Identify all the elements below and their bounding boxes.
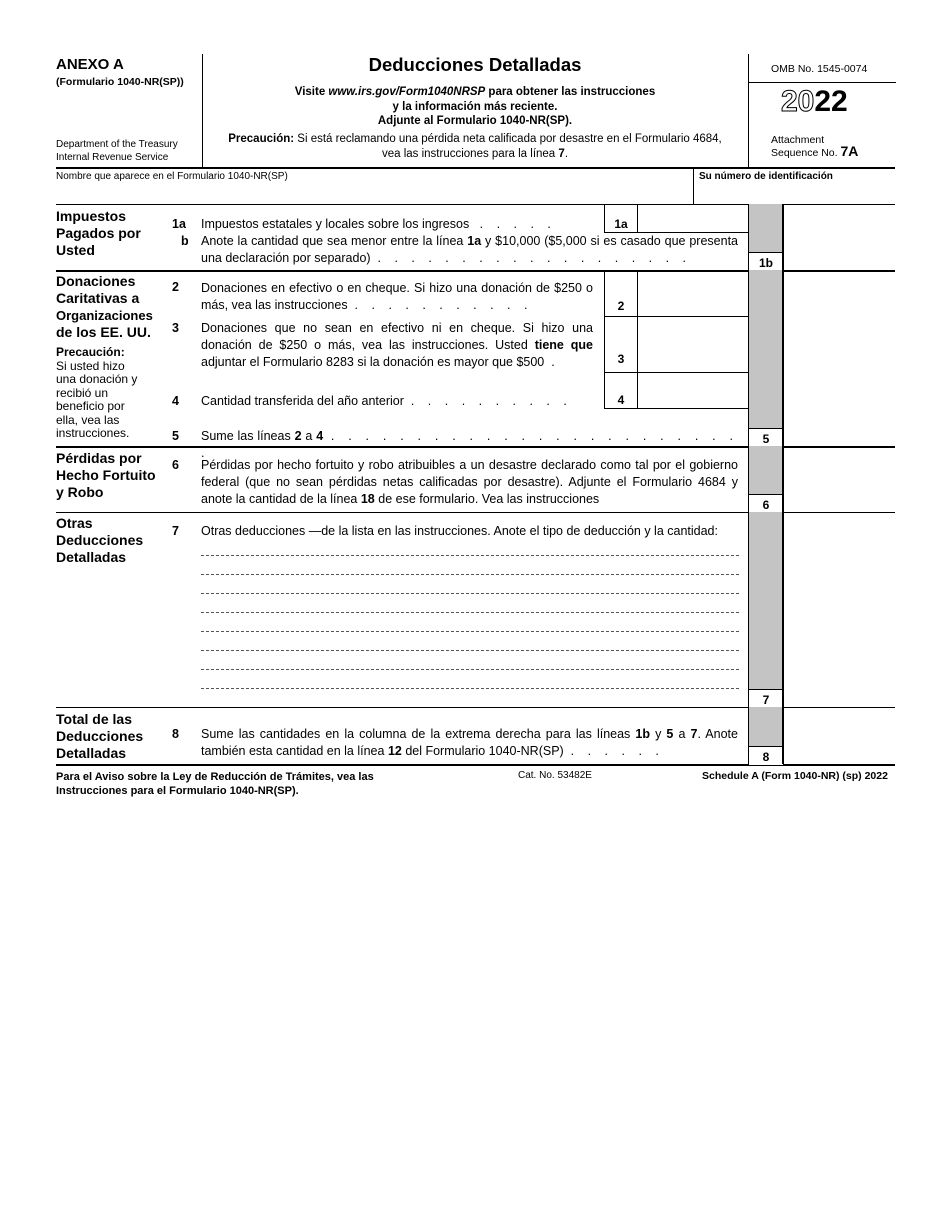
line-8-desc-a: Sume las cantidades en la columna de la extrema derecha para las líneas bbox=[201, 727, 636, 741]
attachment-label: Attachment bbox=[771, 134, 825, 146]
line-7-entry-5[interactable] bbox=[201, 631, 739, 632]
line-4-number: 4 bbox=[172, 394, 179, 408]
line-8-number: 8 bbox=[172, 727, 179, 741]
line-5-number: 5 bbox=[172, 429, 179, 443]
charity-label-3: Organizaciones bbox=[56, 308, 153, 323]
irs-url-link[interactable]: www.irs.gov/Form1040NRSP bbox=[328, 86, 486, 98]
charity-label-4: de los EE. UU. bbox=[56, 324, 151, 340]
line-7-text: Otras deducciones —de la lista en las instrucciones. Anote el tipo de deducción y la cantidad: bbox=[201, 524, 718, 538]
line-5-amount[interactable] bbox=[783, 270, 895, 446]
line-1a-desc: Impuestos estatales y locales sobre los ingresos bbox=[201, 217, 470, 231]
id-label: Su número de identificación bbox=[699, 171, 833, 182]
line-2-box: 2 bbox=[604, 270, 637, 316]
line-3-desc-b: adjuntar el Formulario 8283 si la donación es mayor que $500 bbox=[201, 355, 545, 369]
line-4-dots: . . . . . . . . . . bbox=[410, 394, 572, 408]
footer-left-1: Para el Aviso sobre la Ley de Reducción de Trámites, vea las bbox=[56, 771, 374, 783]
header-right bbox=[748, 54, 896, 167]
charity-label-2: Caritativas a bbox=[56, 290, 140, 306]
name-row bbox=[56, 167, 895, 205]
line-1b-desc-a: Anote la cantidad que sea menor entre la línea bbox=[201, 234, 468, 248]
casualty-label-3: y Robo bbox=[56, 484, 104, 500]
charity-label bbox=[56, 273, 153, 341]
id-number-field[interactable] bbox=[693, 167, 896, 204]
line-1b-ref: 1a bbox=[467, 234, 482, 248]
line-2-desc: Donaciones en efectivo o en cheque. Si hizo una donación de $250 o más, vea las instrucciones bbox=[201, 281, 593, 312]
line-8-ref-12: 12 bbox=[387, 744, 402, 758]
other-label-1: Otras bbox=[56, 515, 93, 531]
line-3-amount[interactable] bbox=[637, 316, 749, 373]
charity-note-6: instrucciones. bbox=[56, 426, 130, 440]
form-header bbox=[56, 54, 895, 169]
visit-line-2: y la información más reciente. bbox=[392, 100, 558, 113]
line-1a-dots: . . . . . bbox=[479, 217, 556, 231]
line-4-box-bottom bbox=[604, 408, 637, 409]
line-1b-desc-b: y $10,000 ($5,000 si es casado que presenta una declaración por separado) bbox=[201, 234, 738, 265]
form-title: Deducciones Detalladas bbox=[368, 54, 582, 75]
name-label: Nombre que aparece en el Formulario 1040-NR(SP) bbox=[56, 171, 288, 182]
line-8-ref-5: 5 bbox=[666, 727, 674, 741]
sequence-number: 7A bbox=[840, 143, 859, 159]
charity-caution bbox=[56, 346, 137, 441]
other-label-3: Detalladas bbox=[56, 549, 127, 565]
visit-suffix: para obtener las instrucciones bbox=[485, 86, 656, 98]
line-8-box: 8 bbox=[748, 746, 784, 765]
line-2-dots: . . . . . . . . . . . bbox=[354, 298, 533, 312]
line-1a-amount[interactable] bbox=[637, 204, 749, 233]
taxes-label-3: Usted bbox=[56, 242, 95, 258]
line-4-text bbox=[201, 393, 593, 410]
casualty-label bbox=[56, 450, 156, 501]
line-3-text bbox=[201, 320, 593, 371]
attachment-sequence bbox=[771, 135, 858, 159]
line-1b-text bbox=[201, 233, 738, 267]
line-3-bold: tiene que bbox=[534, 338, 593, 352]
line-6-text bbox=[201, 457, 738, 508]
total-label-1: Total de las bbox=[56, 711, 132, 727]
line-4-amount[interactable] bbox=[637, 372, 749, 409]
line-6-desc-b: de ese formulario. Vea las instrucciones bbox=[374, 492, 600, 506]
header-left bbox=[56, 54, 203, 167]
total-label-2: Deducciones bbox=[56, 728, 144, 744]
caution-line2-prefix: vea las instrucciones para la línea bbox=[381, 148, 559, 160]
footer-left-2: Instrucciones para el Formulario 1040-NR(SP). bbox=[56, 785, 299, 797]
other-label bbox=[56, 515, 143, 566]
visit-instructions bbox=[202, 85, 748, 129]
section-casualty bbox=[56, 446, 895, 513]
line-7-entry-7[interactable] bbox=[201, 669, 739, 670]
line-1a-box: 1a bbox=[604, 204, 637, 232]
form-name: ANEXO A bbox=[56, 56, 124, 73]
line-8-text bbox=[201, 726, 738, 760]
line-3-dots: . bbox=[551, 355, 560, 369]
dept-line-2: Internal Revenue Service bbox=[56, 152, 169, 163]
department bbox=[56, 138, 178, 164]
line-3-number: 3 bbox=[172, 321, 179, 335]
dept-line-1: Department of the Treasury bbox=[56, 139, 178, 150]
line-8-dots: . . . . . . bbox=[570, 744, 664, 758]
line-1b-number: b bbox=[181, 234, 189, 248]
line-1b-box: 1b bbox=[748, 252, 784, 271]
line-4-desc: Cantidad transferida del año anterior bbox=[201, 394, 404, 408]
sequence-label: Sequence No. bbox=[771, 147, 841, 159]
line-8-desc-b: y bbox=[649, 727, 667, 741]
line-6-desc-a: Pérdidas por hecho fortuito y robo atribuibles a un desastre declarado como tal por el gobierno federal (que no sean pérdidas netas calificadas por desastre). Adjunte el Formulario 4684 y anote la cantidad de la línea bbox=[201, 458, 738, 506]
charity-label-1: Donaciones bbox=[56, 273, 136, 289]
charity-note-3: recibió un bbox=[56, 385, 109, 400]
line-8-amount[interactable] bbox=[783, 707, 895, 764]
total-label bbox=[56, 711, 143, 762]
line-5-dots: . . . . . . . . . . . . . . . . . . . . . . . . . bbox=[201, 429, 738, 460]
line-3-box: 3 bbox=[604, 316, 637, 372]
footer-cat-no: Cat. No. 53482E bbox=[518, 770, 592, 781]
visit-line-3: Adjunte al Formulario 1040-NR(SP). bbox=[377, 115, 573, 127]
charity-note-4: beneficio por bbox=[56, 399, 125, 413]
line-7-entry-3[interactable] bbox=[201, 593, 739, 594]
casualty-label-2: Hecho Fortuito bbox=[56, 467, 156, 483]
caution-text: Si está reclamando una pérdida neta calificada por desastre en el Formulario 4684, bbox=[294, 133, 722, 145]
line-7-entry-4[interactable] bbox=[201, 612, 739, 613]
line-1b-amount[interactable] bbox=[783, 204, 895, 270]
casualty-shade bbox=[748, 446, 784, 494]
line-7-entry-8[interactable] bbox=[201, 688, 739, 689]
line-4-box: 4 bbox=[604, 372, 637, 408]
line-6-amount[interactable] bbox=[783, 446, 895, 512]
line-2-text bbox=[201, 280, 593, 314]
tax-year bbox=[781, 85, 848, 119]
line-6-number: 6 bbox=[172, 458, 179, 472]
line-2-amount[interactable] bbox=[637, 270, 749, 317]
taxes-shade bbox=[748, 204, 784, 252]
other-label-2: Deducciones bbox=[56, 532, 144, 548]
line-6-box: 6 bbox=[748, 494, 784, 513]
other-shade bbox=[748, 512, 784, 689]
line-8-desc-d: . Anote también esta cantidad en la línea bbox=[201, 727, 738, 758]
line-3-desc-a: Donaciones que no sean en efectivo ni en cheque. Si hizo una donación de $250 o más, vea las instrucciones. Usted bbox=[201, 321, 593, 352]
line-7-box: 7 bbox=[748, 689, 784, 708]
header-caution bbox=[202, 132, 748, 162]
line-7-amount[interactable] bbox=[783, 512, 895, 707]
line-7-entry-6[interactable] bbox=[201, 650, 739, 651]
line-1b-dots: . . . . . . . . . . . . . . . . . . . bbox=[377, 251, 692, 265]
line-5-box: 5 bbox=[748, 428, 784, 447]
taxes-label bbox=[56, 208, 141, 259]
footer-paperwork-notice bbox=[56, 770, 374, 798]
line-6-ref: 18 bbox=[360, 492, 375, 506]
visit-prefix: Visite bbox=[294, 86, 329, 98]
line-1a-number: 1a bbox=[172, 217, 186, 231]
charity-caution-title: Precaución: bbox=[56, 345, 125, 359]
caution-label: Precaución: bbox=[228, 133, 295, 145]
line-7-entry-1[interactable] bbox=[201, 555, 739, 556]
form-subtitle: (Formulario 1040-NR(SP)) bbox=[56, 76, 184, 88]
line-5-ref-4: 4 bbox=[316, 429, 324, 443]
line-2-number: 2 bbox=[172, 280, 179, 294]
caution-line2-suffix: . bbox=[564, 148, 569, 160]
year-bold: 22 bbox=[814, 85, 848, 118]
footer-form-id: Schedule A (Form 1040-NR) (sp) 2022 bbox=[702, 770, 888, 782]
section-total bbox=[56, 707, 895, 766]
caution-line2-num: 7 bbox=[558, 148, 565, 160]
line-8-ref-1b: 1b bbox=[635, 727, 650, 741]
section-taxes bbox=[56, 204, 895, 272]
charity-shade bbox=[748, 270, 784, 428]
casualty-label-1: Pérdidas por bbox=[56, 450, 142, 466]
charity-note-2: una donación y bbox=[56, 372, 138, 386]
year-outline: 20 bbox=[781, 85, 815, 118]
line-5-desc-a: Sume las líneas bbox=[201, 429, 295, 443]
taxes-label-2: Pagados por bbox=[56, 225, 141, 241]
charity-note-1: Si usted hizo bbox=[56, 358, 125, 373]
line-8-desc-e: del Formulario 1040-NR(SP) bbox=[401, 744, 564, 758]
section-other bbox=[56, 512, 895, 708]
omb-divider bbox=[749, 82, 896, 83]
line-5-desc-b: a bbox=[301, 429, 317, 443]
line-1a-text bbox=[201, 216, 601, 233]
line-7-entry-2[interactable] bbox=[201, 574, 739, 575]
line-8-desc-c: a bbox=[673, 727, 691, 741]
total-shade bbox=[748, 707, 784, 746]
taxes-label-1: Impuestos bbox=[56, 208, 127, 224]
line-5-ref-2: 2 bbox=[294, 429, 302, 443]
line-7-number: 7 bbox=[172, 524, 179, 538]
charity-note-5: ella, vea las bbox=[56, 412, 120, 427]
total-label-3: Detalladas bbox=[56, 745, 127, 761]
line-8-ref-7: 7 bbox=[690, 727, 698, 741]
omb-number: OMB No. 1545-0074 bbox=[771, 63, 868, 75]
